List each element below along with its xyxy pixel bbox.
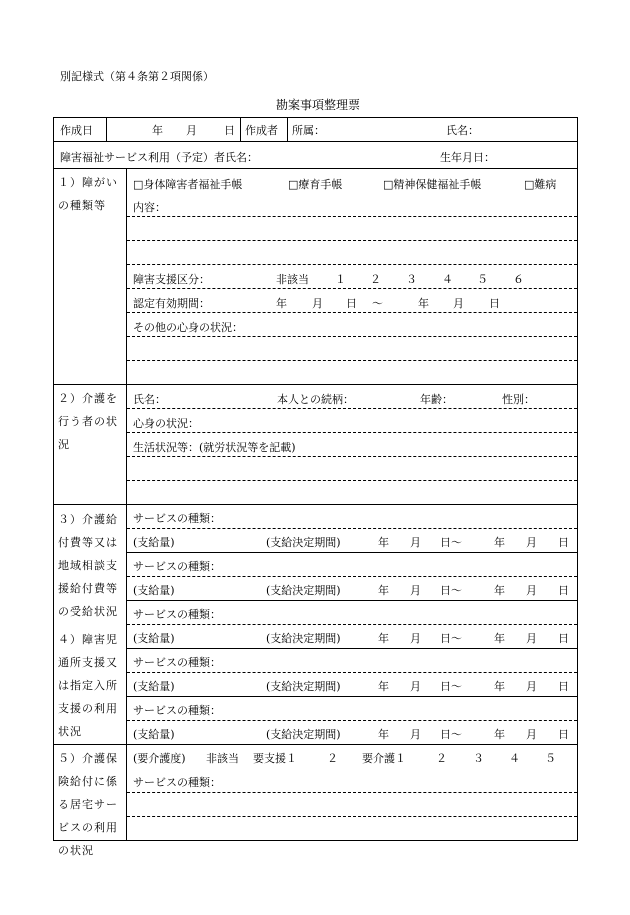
period-unit: 年 xyxy=(494,536,505,549)
period-unit: 年 xyxy=(494,680,505,693)
service-amount-label: (支給量) xyxy=(133,632,175,645)
age-label: 年齢： xyxy=(420,393,453,406)
check-intractable-disease[interactable]: □難病 xyxy=(524,178,557,191)
validity-unit: 月 xyxy=(453,297,464,310)
relation-label: 本人との続柄： xyxy=(277,393,354,406)
content-label: 内容： xyxy=(133,201,166,214)
care-level-value: 非該当 xyxy=(206,752,239,765)
service-divider xyxy=(127,600,578,601)
period-unit: 日 xyxy=(558,728,569,741)
other-condition-label: その他の心身の状況： xyxy=(133,321,243,334)
creator-label: 作成者 xyxy=(245,124,278,137)
period-unit: 月 xyxy=(526,680,537,693)
period-unit: 日 xyxy=(558,680,569,693)
dashed-line xyxy=(127,816,577,817)
service-type-label: サービスの種類： xyxy=(133,704,221,717)
period-unit: 年 xyxy=(378,680,389,693)
dashed-line xyxy=(127,792,577,793)
section-divider xyxy=(53,504,578,505)
dashed-line xyxy=(127,240,577,241)
row-divider xyxy=(53,141,578,142)
dashed-line xyxy=(127,576,577,577)
period-unit: 月 xyxy=(526,584,537,597)
validity-unit: ～ xyxy=(372,297,383,310)
period-unit: 月 xyxy=(410,632,421,645)
support-value: ４ xyxy=(442,273,453,286)
month-unit: 月 xyxy=(186,124,197,137)
dashed-line xyxy=(127,408,577,409)
period-unit: 年 xyxy=(378,584,389,597)
dashed-line xyxy=(127,480,577,481)
validity-unit: 年 xyxy=(418,297,429,310)
validity-unit: 月 xyxy=(312,297,323,310)
check-physical-disability[interactable]: □身体障害者福祉手帳 xyxy=(133,178,243,191)
dashed-line xyxy=(127,312,577,313)
col-divider xyxy=(106,117,107,141)
dashed-line xyxy=(127,672,577,673)
period-unit: 月 xyxy=(526,632,537,645)
birth-date-label: 生年月日： xyxy=(440,151,495,164)
dashed-line xyxy=(127,360,577,361)
service-amount-label: (支給量) xyxy=(133,584,175,597)
user-name-label: 障害福祉サービス利用（予定）者氏名： xyxy=(60,151,258,164)
period-unit: 日～ xyxy=(440,680,462,693)
section3-label: ３）介護給付費等又は地域相談支援給付費等の受給状況 xyxy=(58,513,118,618)
check-rehab[interactable]: □療育手帳 xyxy=(288,178,343,191)
care-level-value: ２ xyxy=(327,752,338,765)
period-unit: 日～ xyxy=(440,728,462,741)
service-divider xyxy=(127,552,578,553)
service-divider xyxy=(127,696,578,697)
section2-label: ２）介護を行う者の状況 xyxy=(58,392,118,451)
col-divider xyxy=(240,117,241,141)
service-type-label: サービスの種類： xyxy=(133,512,221,525)
validity-unit: 年 xyxy=(276,297,287,310)
dashed-line xyxy=(127,432,577,433)
year-unit: 年 xyxy=(152,124,163,137)
period-unit: 年 xyxy=(494,584,505,597)
dashed-line xyxy=(127,456,577,457)
service-amount-label: (支給量) xyxy=(133,680,175,693)
support-value: ５ xyxy=(477,273,488,286)
support-category-label: 障害支援区分： xyxy=(133,273,210,286)
period-unit: 日～ xyxy=(440,584,462,597)
section1-label: １）障がいの種類等 xyxy=(58,176,118,212)
period-unit: 年 xyxy=(494,728,505,741)
service-amount-label: (支給量) xyxy=(133,536,175,549)
support-value: １ xyxy=(335,273,346,286)
check-mental-health[interactable]: □精神保健福祉手帳 xyxy=(383,178,482,191)
period-unit: 日 xyxy=(558,584,569,597)
row-divider xyxy=(53,168,578,169)
care-level-label: (要介護度) xyxy=(133,752,186,765)
form-title: 勘案事項整理票 xyxy=(276,98,361,112)
section-divider xyxy=(53,384,578,385)
period-unit: 日～ xyxy=(440,632,462,645)
service-amount-label: (支給量) xyxy=(133,728,175,741)
caregiver-health-label: 心身の状況： xyxy=(133,417,199,430)
period-unit: 年 xyxy=(494,632,505,645)
care-level-value: 要介護１ xyxy=(362,752,406,765)
validity-unit: 日 xyxy=(489,297,500,310)
period-unit: 月 xyxy=(410,536,421,549)
dashed-line xyxy=(127,336,577,337)
service-type-label: サービスの種類： xyxy=(133,560,221,573)
service-type-label: サービスの種類： xyxy=(133,656,221,669)
dashed-line xyxy=(127,528,577,529)
period-unit: 年 xyxy=(378,536,389,549)
care-level-value: ４ xyxy=(509,752,520,765)
period-unit: 年 xyxy=(378,728,389,741)
period-unit: 日 xyxy=(558,632,569,645)
form-note: 別記様式（第４条第２項関係） xyxy=(60,70,214,83)
home-service-type-label: サービスの種類： xyxy=(133,776,221,789)
support-value: ６ xyxy=(513,273,524,286)
period-unit: 日～ xyxy=(440,536,462,549)
section-divider xyxy=(53,744,578,745)
col-divider xyxy=(287,117,288,141)
period-unit: 月 xyxy=(410,584,421,597)
support-value: ３ xyxy=(406,273,417,286)
dashed-line xyxy=(127,264,577,265)
period-unit: 月 xyxy=(410,680,421,693)
period-unit: 月 xyxy=(526,536,537,549)
caregiver-name-label: 氏名： xyxy=(133,393,166,406)
period-unit: 月 xyxy=(526,728,537,741)
support-value: 非該当 xyxy=(276,273,309,286)
dashed-line xyxy=(127,720,577,721)
service-period-label: (支給決定期間) xyxy=(266,536,341,549)
affiliation-label: 所属： xyxy=(292,124,325,137)
dashed-line xyxy=(127,624,577,625)
care-level-value: 要支援１ xyxy=(253,752,297,765)
created-date-label: 作成日 xyxy=(60,124,93,137)
dashed-line xyxy=(127,288,577,289)
sex-label: 性別： xyxy=(502,393,535,406)
care-level-value: ２ xyxy=(436,752,447,765)
day-unit: 日 xyxy=(224,124,235,137)
support-value: ２ xyxy=(370,273,381,286)
section5-label: ５）介護保険給付に係る居宅サービスの利用の状況 xyxy=(58,752,118,857)
validity-unit: 日 xyxy=(346,297,357,310)
creator-name-label: 氏名： xyxy=(446,124,479,137)
service-divider xyxy=(127,648,578,649)
period-unit: 日 xyxy=(558,536,569,549)
living-status-label: 生活状況等：(就労状況等を記載) xyxy=(133,441,296,454)
section4-label: ４）障害児通所支援又は指定入所支援の利用状況 xyxy=(58,633,118,738)
service-type-label: サービスの種類： xyxy=(133,608,221,621)
validity-label: 認定有効期間： xyxy=(133,297,210,310)
care-level-value: ５ xyxy=(545,752,556,765)
service-period-label: (支給決定期間) xyxy=(266,632,341,645)
care-level-value: ３ xyxy=(473,752,484,765)
service-period-label: (支給決定期間) xyxy=(266,680,341,693)
period-unit: 年 xyxy=(378,632,389,645)
period-unit: 月 xyxy=(410,728,421,741)
service-period-label: (支給決定期間) xyxy=(266,728,341,741)
service-period-label: (支給決定期間) xyxy=(266,584,341,597)
dashed-line xyxy=(127,216,577,217)
